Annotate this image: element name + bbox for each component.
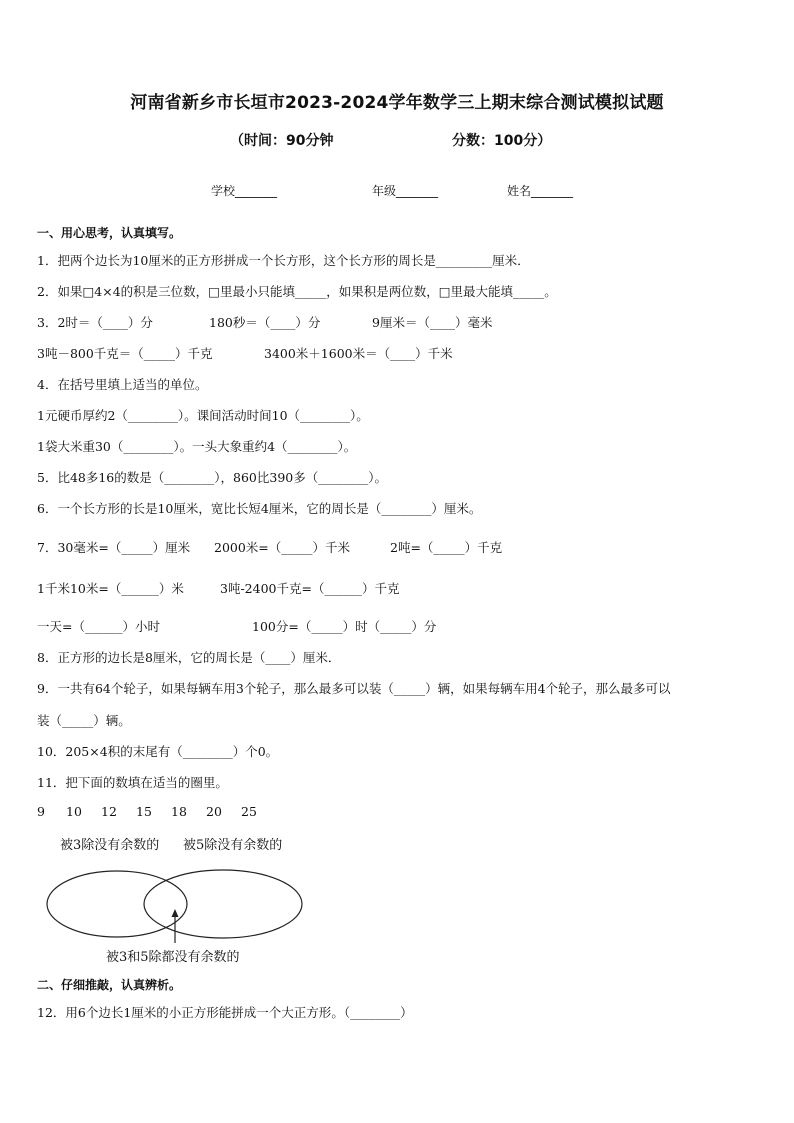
question-7g: 100分=（_____）时（_____）分 bbox=[252, 619, 437, 634]
question-7c: 2吨=（_____）千克 bbox=[390, 540, 503, 555]
question-12: 12．用6个边长1厘米的小正方形能拼成一个大正方形。（________） bbox=[37, 1005, 413, 1020]
number-item: 15 bbox=[136, 804, 152, 819]
question-4a: 1元硬币厚约2（________）。课间活动时间10（________）。 bbox=[37, 408, 369, 423]
venn-right-ellipse bbox=[144, 870, 302, 938]
exam-time: （时间：90分钟 bbox=[230, 133, 334, 149]
page-title: 河南省新乡市长垣市2023-2024学年数学三上期末综合测试模拟试题 bbox=[130, 93, 664, 113]
question-7b: 2000米=（_____）千米 bbox=[214, 540, 351, 555]
question-3e: 3400米＋1600米＝（____）千米 bbox=[264, 346, 453, 361]
venn-diagram bbox=[40, 828, 320, 968]
name-field: 姓名_______ bbox=[507, 184, 574, 198]
question-9-line-2: 装（_____）辆。 bbox=[37, 713, 131, 728]
number-item: 9 bbox=[37, 804, 45, 819]
venn-bottom-label: 被3和5除都没有余数的 bbox=[106, 950, 240, 965]
question-3a: 3．2时＝（____）分 bbox=[37, 315, 153, 330]
question-7f: 一天=（______）小时 bbox=[37, 619, 160, 634]
question-5: 5．比48多16的数是（________），860比390多（________）。 bbox=[37, 470, 387, 485]
number-item: 12 bbox=[101, 804, 117, 819]
exam-score: 分数：100分） bbox=[452, 133, 552, 149]
question-1: 1．把两个边长为10厘米的正方形拼成一个长方形，这个长方形的周长是_________厘米． bbox=[37, 253, 530, 268]
question-3d: 3吨－800千克＝（_____）千克 bbox=[37, 346, 213, 361]
question-4: 4．在括号里填上适当的单位。 bbox=[37, 377, 208, 392]
question-9-line-1: 9．一共有64个轮子，如果每辆车用3个轮子，那么最多可以装（_____）辆，如果每辆车用4个轮子，那么最多可以 bbox=[37, 681, 671, 696]
venn-right-label: 被5除没有余数的 bbox=[183, 838, 283, 853]
grade-field: 年级_______ bbox=[372, 184, 439, 198]
question-2: 2．如果□4×4的积是三位数，□里最小只能填_____，如果积是两位数，□里最大能填_____。 bbox=[37, 284, 557, 299]
question-8: 8．正方形的边长是8厘米，它的周长是（____）厘米． bbox=[37, 650, 341, 665]
school-field: 学校_______ bbox=[211, 184, 278, 198]
question-6: 6．一个长方形的长是10厘米，宽比长短4厘米，它的周长是（________）厘米。 bbox=[37, 501, 482, 516]
question-10: 10．205×4积的末尾有（________）个0。 bbox=[37, 744, 279, 759]
venn-arrow-head bbox=[172, 909, 179, 917]
number-item: 18 bbox=[171, 804, 187, 819]
venn-left-label: 被3除没有余数的 bbox=[60, 838, 160, 853]
question-4b: 1袋大米重30（________）。一头大象重约4（________）。 bbox=[37, 439, 357, 454]
section-heading-1: 一、用心思考，认真填写。 bbox=[37, 226, 182, 240]
number-item: 20 bbox=[206, 804, 222, 819]
question-3c: 9厘米＝（____）毫米 bbox=[372, 315, 493, 330]
question-7a: 7．30毫米=（_____）厘米 bbox=[37, 540, 191, 555]
question-3b: 180秒＝（____）分 bbox=[209, 315, 321, 330]
question-7d: 1千米10米=（______）米 bbox=[37, 581, 184, 596]
number-item: 25 bbox=[241, 804, 257, 819]
section-heading-2: 二、仔细推敲，认真辨析。 bbox=[37, 978, 182, 992]
question-11: 11．把下面的数填在适当的圈里。 bbox=[37, 775, 228, 790]
question-7e: 3吨-2400千克=（______）千克 bbox=[220, 581, 400, 596]
number-item: 10 bbox=[66, 804, 82, 819]
